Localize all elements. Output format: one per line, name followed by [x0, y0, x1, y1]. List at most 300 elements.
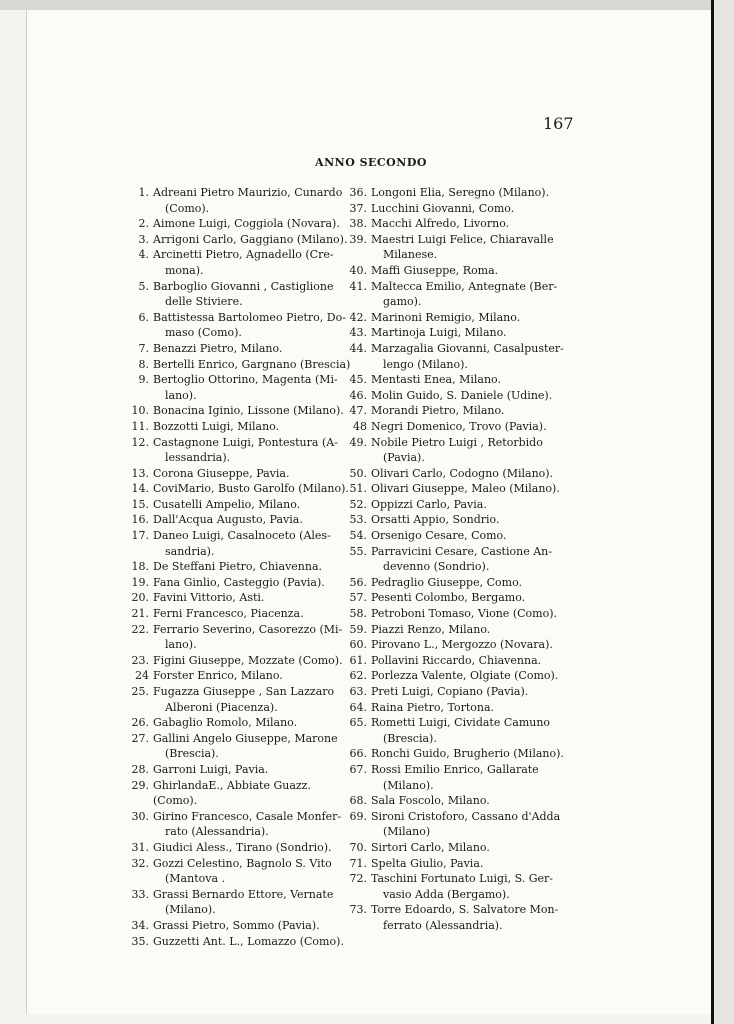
entry-text	[371, 325, 575, 341]
entry-number: 73.	[349, 903, 367, 917]
entry-continuation: (Milano).	[165, 903, 216, 917]
entry-number: 72.	[349, 872, 367, 886]
entry-text	[153, 840, 357, 856]
entry-number: 32.	[131, 856, 149, 870]
entry-number: 48	[353, 419, 367, 433]
entry-text	[371, 435, 575, 466]
list-item	[127, 466, 357, 482]
entry-number: 56.	[349, 575, 367, 589]
entry-text	[371, 684, 575, 700]
page-title: ANNO SECONDO	[315, 156, 427, 169]
list-item	[345, 325, 575, 341]
list-item	[127, 512, 357, 528]
list-item	[345, 622, 575, 638]
list-item	[345, 185, 575, 201]
list-item	[345, 372, 575, 388]
entry-number: 12.	[131, 435, 149, 449]
entry-line: Castagnone Luigi, Pontestura (A-	[153, 435, 338, 449]
entry-number: 20.	[131, 591, 149, 605]
entry-line: Sala Foscolo, Milano.	[371, 794, 490, 808]
entry-number: 4.	[138, 248, 149, 262]
entry-continuation: maso (Como).	[165, 326, 242, 340]
entry-text	[153, 934, 357, 950]
entry-number: 46.	[349, 388, 367, 402]
entry-continuation: rato (Alessandria).	[165, 825, 269, 839]
entry-line: Porlezza Valente, Olgiate (Como).	[371, 669, 559, 683]
entry-text	[371, 544, 575, 575]
list-item	[345, 684, 575, 700]
entry-line: Sirtori Carlo, Milano.	[371, 840, 490, 854]
entry-continuation: (Milano).	[383, 778, 434, 792]
entry-line: Maffi Giuseppe, Roma.	[371, 263, 499, 277]
entry-text	[371, 637, 575, 653]
entry-line: Pollavini Riccardo, Chiavenna.	[371, 653, 542, 667]
entry-line: Olivari Carlo, Codogno (Milano).	[371, 466, 554, 480]
entry-line: Battistessa Bartolomeo Pietro, Do-	[153, 310, 346, 324]
entry-number: 44.	[349, 341, 367, 355]
entry-number: 27.	[131, 731, 149, 745]
entry-number: 54.	[349, 529, 367, 543]
list-item	[345, 466, 575, 482]
entry-number: 51.	[349, 482, 367, 496]
entry-number: 16.	[131, 513, 149, 527]
entry-text	[371, 809, 575, 840]
entry-number: 60.	[349, 638, 367, 652]
entry-text	[371, 622, 575, 638]
entry-text	[153, 185, 357, 216]
entry-continuation: gamo).	[383, 295, 422, 309]
entry-text	[153, 232, 357, 248]
list-item	[127, 435, 357, 466]
entry-line: Molin Guido, S. Daniele (Udine).	[371, 388, 553, 402]
entry-continuation: (Milano)	[383, 825, 431, 839]
entry-number: 22.	[131, 622, 149, 636]
entry-text	[153, 575, 357, 591]
entry-line: Nobile Pietro Luigi , Retorbido	[371, 435, 543, 449]
list-item	[345, 279, 575, 310]
entry-line: Maestri Luigi Felice, Chiaravalle	[371, 232, 554, 246]
entry-continuation: devenno (Sondrio).	[383, 560, 490, 574]
entry-line: Mentasti Enea, Milano.	[371, 373, 501, 387]
entry-number: 2.	[138, 217, 149, 231]
list-item	[345, 481, 575, 497]
list-item	[345, 700, 575, 716]
entry-line: Raina Pietro, Tortona.	[371, 700, 495, 714]
entry-number: 3.	[138, 232, 149, 246]
entry-number: 36.	[349, 186, 367, 199]
entry-number: 62.	[349, 669, 367, 683]
list-item	[127, 232, 357, 248]
entry-line: Cusatelli Ampelio, Milano.	[153, 497, 301, 511]
entry-text	[153, 762, 357, 778]
entry-line: Dall'Acqua Augusto, Pavia.	[153, 513, 303, 527]
entry-line: Corona Giuseppe, Pavia.	[153, 466, 290, 480]
list-item	[345, 871, 575, 902]
list-item	[127, 934, 357, 950]
entry-number: 33.	[131, 887, 149, 901]
entry-continuation: (Brescia).	[165, 747, 219, 761]
list-item	[345, 403, 575, 419]
entry-text	[153, 341, 357, 357]
entry-text	[153, 606, 357, 622]
entry-line: Arrigoni Carlo, Gaggiano (Milano).	[153, 232, 348, 246]
entry-number: 52.	[349, 497, 367, 511]
entry-line: Gozzi Celestino, Bagnolo S. Vito	[153, 856, 332, 870]
entry-number: 8.	[138, 357, 149, 371]
entry-line: Gallini Angelo Giuseppe, Marone	[153, 731, 338, 745]
entry-text	[371, 762, 575, 793]
entry-number: 40.	[349, 263, 367, 277]
entry-continuation: Alberoni (Piacenza).	[165, 700, 278, 714]
entry-text	[153, 466, 357, 482]
entry-number: 45.	[349, 373, 367, 387]
entry-line: Adreani Pietro Maurizio, Cunardo	[153, 186, 343, 199]
entry-number: 61.	[349, 653, 367, 667]
entry-line: Ronchi Guido, Brugherio (Milano).	[371, 747, 564, 761]
entry-number: 71.	[349, 856, 367, 870]
entry-text	[153, 590, 357, 606]
entry-text	[371, 668, 575, 684]
entry-line: Pesenti Colombo, Bergamo.	[371, 591, 526, 605]
entry-text	[371, 902, 575, 933]
entry-number: 47.	[349, 404, 367, 418]
list-item	[127, 419, 357, 435]
entry-continuation: delle Stiviere.	[165, 295, 243, 309]
entry-number: 29.	[131, 778, 149, 792]
document-page	[26, 10, 715, 1014]
entry-line: Ferni Francesco, Piacenza.	[153, 607, 304, 621]
entry-number: 50.	[349, 466, 367, 480]
entry-text	[153, 403, 357, 419]
entry-number: 31.	[131, 840, 149, 854]
entry-text	[153, 497, 357, 513]
entry-text	[153, 512, 357, 528]
entry-line: Lucchini Giovanni, Como.	[371, 201, 515, 215]
list-item	[127, 887, 357, 918]
list-item	[345, 840, 575, 856]
right-column	[345, 185, 575, 934]
entry-text	[371, 606, 575, 622]
entry-line: Barboglio Giovanni , Castiglione	[153, 279, 334, 293]
entry-line: Benazzi Pietro, Milano.	[153, 341, 283, 355]
list-item	[127, 575, 357, 591]
entry-number: 57.	[349, 591, 367, 605]
entry-number: 30.	[131, 809, 149, 823]
entry-text	[371, 590, 575, 606]
entry-continuation: lano).	[165, 638, 197, 652]
entry-line: Aimone Luigi, Coggiola (Novara).	[153, 217, 340, 231]
entry-text	[153, 372, 357, 403]
list-item	[127, 497, 357, 513]
entry-number: 69.	[349, 809, 367, 823]
entry-text	[371, 388, 575, 404]
list-item	[345, 528, 575, 544]
entry-text	[371, 528, 575, 544]
entry-line: Daneo Luigi, Casalnoceto (Ales-	[153, 529, 331, 543]
list-item	[127, 778, 357, 809]
entry-number: 11.	[131, 419, 149, 433]
entry-number: 9.	[138, 373, 149, 387]
list-item	[345, 544, 575, 575]
entry-text	[371, 341, 575, 372]
entry-line: Ferrario Severino, Casorezzo (Mi-	[153, 622, 343, 636]
scan-right-edge	[711, 0, 734, 1024]
entry-line: Longoni Elia, Seregno (Milano).	[371, 186, 550, 199]
entry-text	[153, 856, 357, 887]
list-item	[345, 762, 575, 793]
entry-line: Bertoglio Ottorino, Magenta (Mi-	[153, 373, 338, 387]
entry-text	[153, 653, 357, 669]
entry-line: Garroni Luigi, Pavia.	[153, 762, 269, 776]
entry-text	[153, 310, 357, 341]
entry-line: Guzzetti Ant. L., Lomazzo (Como).	[153, 934, 344, 948]
entry-line: Preti Luigi, Copiano (Pavia).	[371, 685, 529, 698]
entry-text	[153, 622, 357, 653]
entry-continuation: lessandria).	[165, 451, 231, 465]
list-item	[127, 590, 357, 606]
list-item	[127, 840, 357, 856]
entry-number: 23.	[131, 653, 149, 667]
entry-line: Morandi Pietro, Milano.	[371, 404, 505, 418]
list-item	[345, 637, 575, 653]
entry-number: 38.	[349, 217, 367, 231]
entry-text	[153, 528, 357, 559]
entry-line: Torre Edoardo, S. Salvatore Mon-	[371, 903, 559, 917]
entry-continuation: ferrato (Alessandria).	[383, 918, 503, 932]
entry-continuation: sandria).	[165, 544, 215, 558]
list-item	[345, 216, 575, 232]
entry-continuation: (Como).	[165, 201, 210, 215]
entry-text	[153, 419, 357, 435]
entry-number: 39.	[349, 232, 367, 246]
entry-number: 5.	[138, 279, 149, 293]
entry-text	[153, 778, 357, 809]
entry-text	[153, 216, 357, 232]
list-item	[127, 684, 357, 715]
entry-continuation: (Mantova .	[165, 872, 226, 886]
list-item	[345, 793, 575, 809]
entry-number: 43.	[349, 326, 367, 340]
entry-line: Grassi Pietro, Sommo (Pavia).	[153, 918, 320, 932]
entry-number: 34.	[131, 918, 149, 932]
entry-text	[371, 746, 575, 762]
entry-text	[153, 435, 357, 466]
entry-number: 13.	[131, 466, 149, 480]
list-item	[345, 310, 575, 326]
list-item	[345, 856, 575, 872]
entry-text	[371, 715, 575, 746]
entry-number: 19.	[131, 575, 149, 589]
scan-top-edge	[0, 0, 734, 10]
list-item	[127, 481, 357, 497]
entry-number: 7.	[138, 341, 149, 355]
entry-number: 67.	[349, 762, 367, 776]
list-item	[127, 622, 357, 653]
list-item	[345, 497, 575, 513]
entry-number: 24	[135, 669, 149, 683]
entry-number: 35.	[131, 934, 149, 948]
entry-line: Bonacina Iginio, Lissone (Milano).	[153, 404, 344, 418]
entry-continuation: vasio Adda (Bergamo).	[383, 887, 510, 901]
list-item	[127, 762, 357, 778]
entry-text	[153, 481, 357, 497]
entry-line: Forster Enrico, Milano.	[153, 669, 283, 683]
entry-line: Oppizzi Carlo, Pavia.	[371, 497, 487, 511]
entry-text	[371, 575, 575, 591]
entry-line: Rometti Luigi, Cividate Camuno	[371, 716, 551, 730]
entry-text	[371, 372, 575, 388]
entry-number: 63.	[349, 685, 367, 698]
entry-number: 49.	[349, 435, 367, 449]
entry-line: Petroboni Tomaso, Vione (Como).	[371, 607, 557, 621]
entry-continuation: (Brescia).	[383, 731, 437, 745]
entry-text	[153, 247, 357, 278]
entry-text	[371, 871, 575, 902]
list-item	[127, 606, 357, 622]
entry-line: De Steffani Pietro, Chiavenna.	[153, 560, 323, 574]
entry-number: 65.	[349, 716, 367, 730]
entry-line: Giudici Aless., Tirano (Sondrio).	[153, 840, 332, 854]
list-item	[127, 528, 357, 559]
entry-line: Spelta Giulio, Pavia.	[371, 856, 484, 870]
entry-number: 28.	[131, 762, 149, 776]
list-item	[345, 512, 575, 528]
entry-number: 15.	[131, 497, 149, 511]
list-item	[127, 216, 357, 232]
entry-line: Marzagalia Giovanni, Casalpuster-	[371, 341, 564, 355]
list-item	[127, 559, 357, 575]
list-item	[345, 668, 575, 684]
entry-number: 1.	[138, 186, 149, 199]
entry-text	[153, 887, 357, 918]
list-item	[127, 185, 357, 216]
entry-line: Orsenigo Cesare, Como.	[371, 529, 507, 543]
entry-line: GhirlandaE., Abbiate Guazz. (Como).	[153, 778, 311, 808]
entry-line: Fana Ginlio, Casteggio (Pavia).	[153, 575, 325, 589]
list-item	[127, 715, 357, 731]
page-number: 167	[543, 114, 574, 133]
entry-number: 14.	[131, 482, 149, 496]
list-item	[345, 902, 575, 933]
entry-text	[371, 232, 575, 263]
entry-line: Parravicini Cesare, Castione An-	[371, 544, 552, 558]
entry-number: 55.	[349, 544, 367, 558]
list-item	[127, 247, 357, 278]
entry-text	[371, 700, 575, 716]
list-item	[345, 419, 575, 435]
entry-line: Grassi Bernardo Ettore, Vernate	[153, 887, 334, 901]
entry-number: 66.	[349, 747, 367, 761]
entry-line: Taschini Fortunato Luigi, S. Ger-	[371, 872, 554, 886]
entry-number: 21.	[131, 607, 149, 621]
list-item	[127, 372, 357, 403]
list-item	[345, 201, 575, 217]
entry-number: 37.	[349, 201, 367, 215]
entry-line: CoviMario, Busto Garolfo (Milano).	[153, 482, 349, 496]
entry-number: 42.	[349, 310, 367, 324]
list-item	[345, 435, 575, 466]
entry-line: Arcinetti Pietro, Agnadello (Cre-	[153, 248, 334, 262]
entry-number: 26.	[131, 716, 149, 730]
list-item	[127, 668, 357, 684]
entry-number: 18.	[131, 560, 149, 574]
entry-text	[371, 481, 575, 497]
entry-line: Maltecca Emilio, Antegnate (Ber-	[371, 279, 558, 293]
list-item	[345, 575, 575, 591]
list-item	[345, 263, 575, 279]
entry-text	[371, 793, 575, 809]
entry-continuation: mona).	[165, 263, 204, 277]
list-item	[127, 403, 357, 419]
entry-line: Pedraglio Giuseppe, Como.	[371, 575, 522, 589]
list-item	[127, 653, 357, 669]
entry-text	[371, 403, 575, 419]
entry-number: 17.	[131, 529, 149, 543]
entry-line: Figini Giuseppe, Mozzate (Como).	[153, 653, 343, 667]
entry-number: 58.	[349, 607, 367, 621]
entry-number: 59.	[349, 622, 367, 636]
entry-line: Piazzi Renzo, Milano.	[371, 622, 491, 636]
list-item	[127, 856, 357, 887]
entry-number: 6.	[138, 310, 149, 324]
list-item	[345, 590, 575, 606]
entry-text	[371, 216, 575, 232]
entry-continuation: lengo (Milano).	[383, 357, 468, 371]
entry-text	[371, 466, 575, 482]
entry-text	[153, 279, 357, 310]
list-item	[127, 809, 357, 840]
entry-line: Favini Vittorio, Asti.	[153, 591, 265, 605]
entry-number: 10.	[131, 404, 149, 418]
list-item	[127, 310, 357, 341]
entry-line: Sironi Cristoforo, Cassano d'Adda	[371, 809, 561, 823]
entry-text	[371, 419, 575, 435]
entry-text	[371, 512, 575, 528]
list-item	[127, 279, 357, 310]
entry-line: Martinoja Luigi, Milano.	[371, 326, 507, 340]
entry-line: Bozzotti Luigi, Milano.	[153, 419, 280, 433]
entry-text	[153, 918, 357, 934]
list-item	[127, 357, 357, 373]
entry-continuation: lano).	[165, 388, 197, 402]
entry-number: 41.	[349, 279, 367, 293]
list-item	[345, 653, 575, 669]
entry-line: Olivari Giuseppe, Maleo (Milano).	[371, 482, 560, 496]
entry-number: 68.	[349, 794, 367, 808]
entry-line: Girino Francesco, Casale Monfer-	[153, 809, 342, 823]
list-item	[345, 746, 575, 762]
entry-text	[371, 856, 575, 872]
entry-text	[153, 357, 357, 373]
entry-number: 70.	[349, 840, 367, 854]
entry-continuation: Milanese.	[383, 248, 438, 262]
entry-line: Marinoni Remigio, Milano.	[371, 310, 521, 324]
entry-text	[153, 684, 357, 715]
list-item	[127, 341, 357, 357]
entry-continuation: (Pavia).	[383, 451, 425, 465]
entry-number: 64.	[349, 700, 367, 714]
entry-line: Gabaglio Romolo, Milano.	[153, 716, 298, 730]
left-column	[127, 185, 357, 949]
entry-line: Orsatti Appio, Sondrio.	[371, 513, 500, 527]
entry-text	[153, 731, 357, 762]
entry-text	[371, 653, 575, 669]
entry-text	[371, 263, 575, 279]
list-item	[345, 809, 575, 840]
entry-text	[371, 279, 575, 310]
entry-text	[371, 840, 575, 856]
entry-text	[371, 310, 575, 326]
